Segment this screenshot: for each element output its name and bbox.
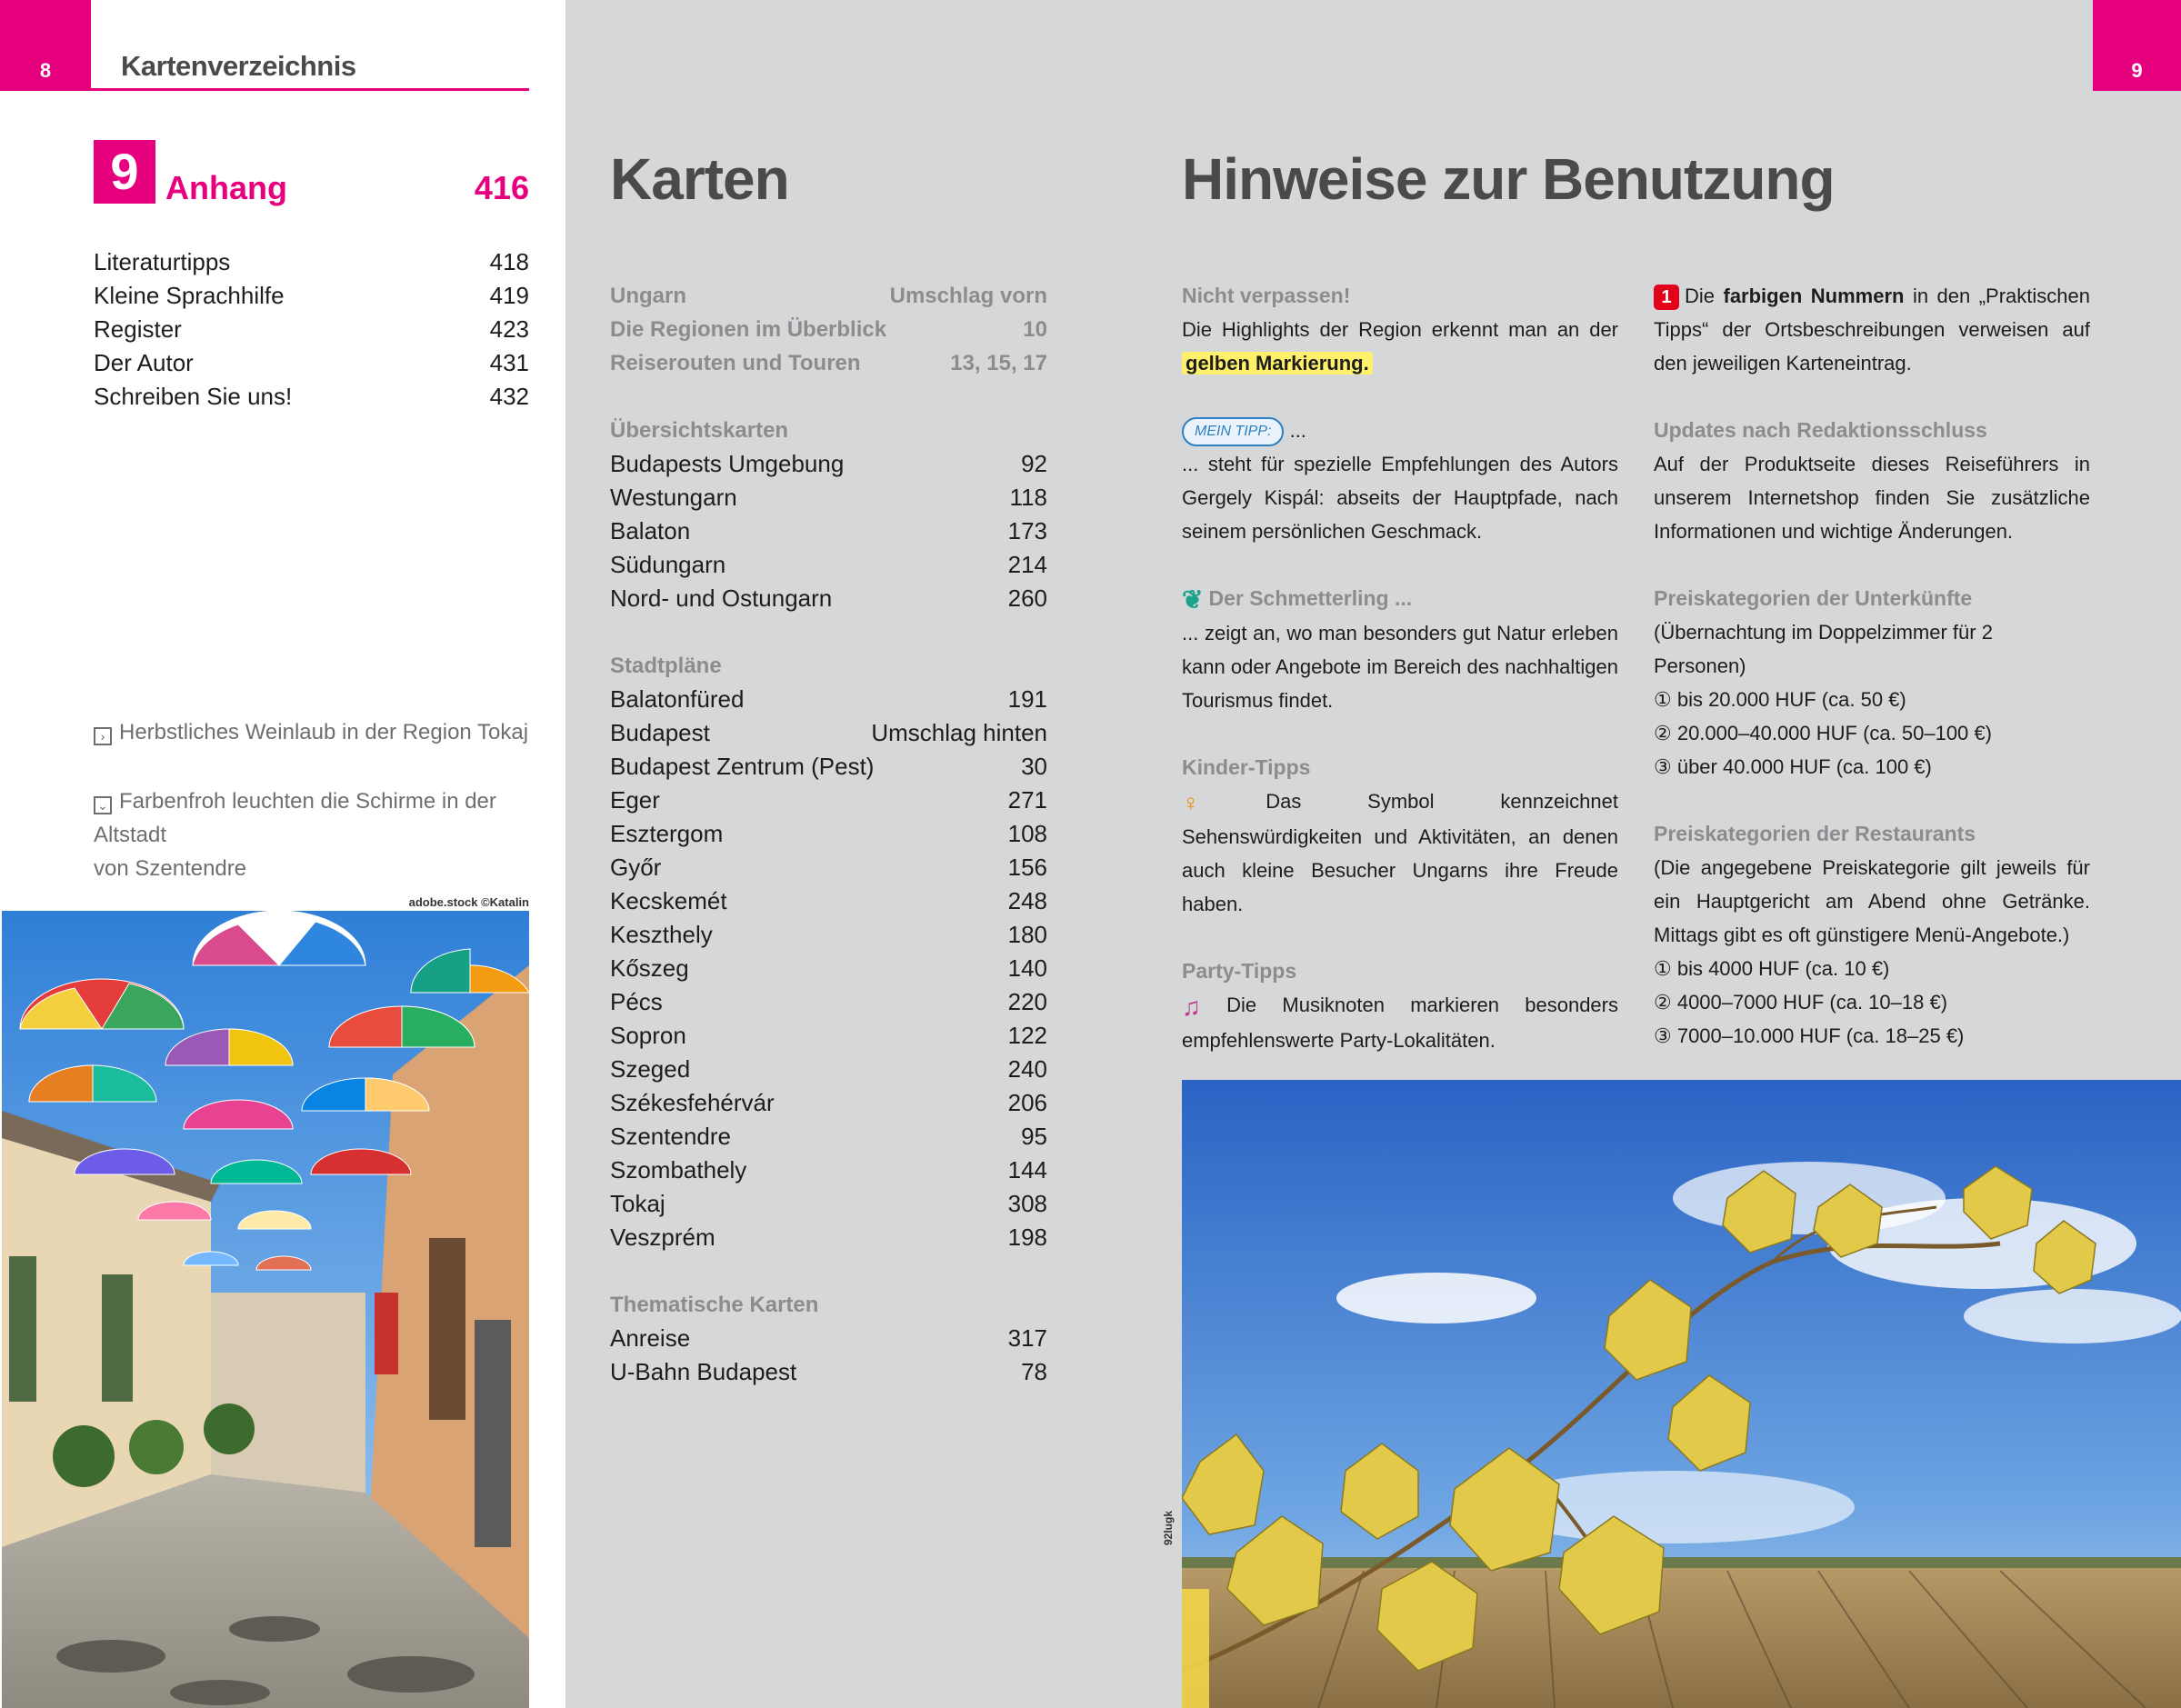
toc-row-label: Schreiben Sie uns!	[94, 383, 293, 410]
map-row-label: Westungarn	[610, 484, 737, 511]
photo-credit-right: 92lugk	[1162, 1510, 1175, 1545]
map-row-label: Budapest Zentrum (Pest)	[610, 753, 875, 780]
map-row-page: 30	[1021, 753, 1047, 780]
karten-list	[610, 279, 1047, 1389]
page-number-right: 9	[2093, 0, 2181, 91]
map-row-page: 156	[1007, 854, 1047, 881]
map-row	[610, 548, 1047, 582]
toc-row-page: 423	[489, 315, 529, 343]
section-uebersichtskarten: Übersichtskarten	[610, 418, 789, 443]
map-row-label: Budapest	[610, 719, 710, 746]
map-row-page: 240	[1007, 1055, 1047, 1083]
toc-row-label: Literaturtipps	[94, 248, 231, 275]
restaurant-text: (Die angegebene Preiskategorie gilt jeweils für ein Hauptgericht am Abend ohne Getränke. Mittags gibt es oft günstigere Menü-Angebote.)	[1654, 856, 2090, 946]
map-row-label: Keszthely	[610, 921, 713, 948]
toc-row-label: Der Autor	[94, 349, 194, 376]
unterkunft-line: ② 20.000–40.000 HUF (ca. 50–100 €)	[1654, 722, 1992, 744]
farbige-nummern-text	[1654, 279, 2090, 380]
vineyard-photo	[1182, 1080, 2181, 1708]
toc-row	[94, 313, 529, 346]
mein-tipp-badge-icon: MEIN TIPP:	[1182, 417, 1284, 446]
farbige-nummern-bold: farbigen Nummern	[1723, 285, 1905, 307]
map-row	[610, 514, 1047, 548]
map-row-page: 140	[1007, 954, 1047, 982]
map-row-label: Kecskemét	[610, 887, 727, 914]
arrow-down-icon: ⌄	[94, 796, 112, 814]
toc-row-page: 431	[489, 349, 529, 376]
running-head-rule	[91, 88, 529, 91]
toc-row	[94, 380, 529, 414]
chapter-page: 416	[474, 169, 529, 206]
map-row-page: 198	[1007, 1224, 1047, 1251]
chapter-title: Anhang	[165, 169, 287, 206]
map-row-page: 214	[1007, 551, 1047, 578]
map-row-page: 173	[1007, 517, 1047, 544]
map-row	[610, 683, 1047, 716]
map-row	[610, 985, 1047, 1019]
kinder-tipps-text: Das Symbol kennzeichnet Sehenswürdigkeiten und Aktivitäten, an denen auch kleine Besucher Ungarns ihre Freude haben.	[1182, 790, 1618, 916]
restaurant-title: Preiskategorien der Restaurants	[1654, 822, 1976, 845]
map-row	[610, 1322, 1047, 1355]
music-notes-icon: ♫	[1182, 992, 1222, 1021]
map-row-label: Pécs	[610, 988, 663, 1015]
map-row	[610, 1221, 1047, 1254]
map-row-label: Nord- und Ostungarn	[610, 584, 833, 612]
restaurant-line: ① bis 4000 HUF (ca. 10 €)	[1654, 957, 1890, 980]
nicht-verpassen-text	[1182, 313, 1618, 380]
hinweise-col-2	[1654, 279, 2090, 1053]
map-row-page: 144	[1007, 1156, 1047, 1184]
map-row	[610, 447, 1047, 481]
map-row-label: Tokaj	[610, 1190, 665, 1217]
karten-title: Karten	[610, 146, 789, 212]
meintipp-line	[1182, 414, 1618, 447]
updates-title: Updates nach Redaktionsschluss	[1654, 418, 1987, 442]
toc-row	[94, 346, 529, 380]
map-row-page: 206	[1007, 1089, 1047, 1116]
running-head: Kartenverzeichnis	[121, 50, 356, 82]
map-row-page: 308	[1007, 1190, 1047, 1217]
karten-top-list	[610, 279, 1047, 380]
map-row-label: Budapests Umgebung	[610, 450, 845, 477]
karten-top-row	[610, 279, 1047, 313]
map-row-page: 78	[1021, 1358, 1047, 1385]
caption-tokaj-text: Herbstliches Weinlaub in der Region Tokaj	[119, 720, 529, 744]
map-row	[610, 582, 1047, 615]
map-row	[610, 918, 1047, 952]
map-row-label: Veszprém	[610, 1224, 715, 1251]
party-tipps-title: Party-Tipps	[1182, 959, 1297, 984]
map-row-page: 191	[1007, 685, 1047, 713]
caption-szentendre-line2: von Szentendre	[94, 856, 247, 881]
karten-top-row	[610, 346, 1047, 380]
map-row	[610, 1053, 1047, 1086]
nicht-verpassen-title: Nicht verpassen!	[1182, 284, 1351, 307]
map-row	[610, 1355, 1047, 1389]
updates-text: Auf der Produktseite dieses Reiseführers in unserem Internetshop finden Sie zusätzliche Informationen und wichtige Änderungen.	[1654, 453, 2090, 543]
toc-row-page: 418	[489, 248, 529, 275]
vineyard-illustration	[1182, 1080, 2181, 1708]
meintipp-text: ... steht für spezielle Empfehlungen des Autors Gergely Kispál: abseits der Hauptpfade, nach seinem persönlichen Geschmack.	[1182, 453, 1618, 543]
caption-szentendre	[94, 784, 548, 885]
kinder-tipps-title: Kinder-Tipps	[1182, 755, 1311, 780]
map-row	[610, 481, 1047, 514]
map-row	[610, 1120, 1047, 1154]
hinweise-col-1	[1182, 279, 1618, 1057]
map-row-label: Esztergom	[610, 820, 724, 847]
map-row-page: 95	[1021, 1123, 1047, 1150]
map-row-label: Eger	[610, 786, 660, 814]
party-tipps-text: Die Musiknoten markieren besonders empfehlenswerte Party-Lokalitäten.	[1182, 994, 1618, 1052]
schmetterling-title: Der Schmetterling ...	[1208, 586, 1413, 610]
butterfly-icon: ❦	[1182, 585, 1204, 614]
karten-top-row-label: Reiserouten und Touren	[610, 351, 861, 375]
section-thematische-karten: Thematische Karten	[610, 1293, 819, 1317]
umbrella-street-illustration	[2, 911, 529, 1708]
map-row	[610, 750, 1047, 784]
unterkunft-line: (Übernachtung im Doppelzimmer für 2 Personen)	[1654, 621, 1993, 677]
map-row-label: Balaton	[610, 517, 691, 544]
map-row-page: 92	[1021, 450, 1047, 477]
map-row	[610, 1187, 1047, 1221]
karten-top-row-label: Die Regionen im Überblick	[610, 317, 887, 342]
map-row-label: Győr	[610, 854, 662, 881]
map-row-label: Sopron	[610, 1022, 686, 1049]
chapter-number: 9	[94, 140, 155, 204]
map-row-label: Südungarn	[610, 551, 726, 578]
map-row-page: 248	[1007, 887, 1047, 914]
restaurant-lines	[1654, 952, 2090, 1053]
karten-top-row-label: Ungarn	[610, 284, 686, 308]
map-row-label: Balatonfüred	[610, 685, 745, 713]
map-row-page: 317	[1007, 1324, 1047, 1352]
map-row-label: Szeged	[610, 1055, 691, 1083]
stadtplaene-list	[610, 683, 1047, 1254]
unterkunft-title: Preiskategorien der Unterkünfte	[1654, 586, 1973, 610]
map-row	[610, 1154, 1047, 1187]
umbrella-street-photo	[2, 911, 529, 1708]
map-row-page: 220	[1007, 988, 1047, 1015]
map-row	[610, 716, 1047, 750]
map-row-label: Kőszeg	[610, 954, 689, 982]
schmetterling-text: ... zeigt an, wo man besonders gut Natur erleben kann oder Angebote im Bereich des nachhaltigen Tourismus findet.	[1182, 622, 1618, 713]
karten-top-row	[610, 313, 1047, 346]
thematische-karten-list	[610, 1322, 1047, 1389]
restaurant-line: ② 4000–7000 HUF (ca. 10–18 €)	[1654, 991, 1948, 1014]
child-icon: ♀	[1182, 789, 1261, 817]
map-row-page: 118	[1009, 484, 1047, 511]
map-row	[610, 1019, 1047, 1053]
map-row-page: 271	[1007, 786, 1047, 814]
unterkunft-line: ① bis 20.000 HUF (ca. 50 €)	[1654, 688, 1906, 711]
map-row-page: 108	[1007, 820, 1047, 847]
unterkunft-line: ③ über 40.000 HUF (ca. 100 €)	[1654, 755, 1932, 778]
map-row	[610, 952, 1047, 985]
map-row-label: Szombathely	[610, 1156, 747, 1184]
toc-row-page: 432	[489, 383, 529, 410]
page-number-left: 8	[0, 0, 91, 91]
unterkunft-lines	[1654, 615, 2090, 784]
arrow-right-icon: ›	[94, 727, 112, 745]
map-row-label: Székesfehérvár	[610, 1089, 775, 1116]
uebersichtskarten-list	[610, 447, 1047, 615]
map-row-page: 180	[1007, 921, 1047, 948]
map-row	[610, 784, 1047, 817]
schmetterling-title-row	[1182, 582, 1618, 616]
nicht-verpassen-body: Die Highlights der Region erkennt man an der	[1182, 318, 1618, 341]
number-badge-icon: 1	[1654, 285, 1679, 310]
map-row-label: U-Bahn Budapest	[610, 1358, 797, 1385]
map-row	[610, 817, 1047, 851]
restaurant-line: ③ 7000–10.000 HUF (ca. 18–25 €)	[1654, 1024, 1965, 1047]
map-row	[610, 851, 1047, 884]
party-tipps-text-row	[1182, 988, 1618, 1057]
karten-top-row-page: Umschlag vorn	[889, 284, 1047, 308]
toc-list	[94, 245, 529, 414]
caption-tokaj	[94, 715, 539, 749]
toc-row-page: 419	[489, 282, 529, 309]
map-row	[610, 884, 1047, 918]
photo-credit-left: adobe.stock ©Katalin	[408, 895, 529, 909]
toc-row	[94, 245, 529, 279]
farbige-pre: Die	[1685, 285, 1716, 307]
karten-top-row-page: 13, 15, 17	[950, 351, 1047, 375]
farbige-nummern-body: in den „Praktischen Tipps“ der Ortsbeschreibungen verweisen auf den jeweiligen Karteneintrag.	[1654, 285, 2090, 375]
toc-row-label: Register	[94, 315, 182, 343]
map-row-label: Anreise	[610, 1324, 691, 1352]
hinweise-title: Hinweise zur Benutzung	[1182, 146, 1835, 212]
map-row	[610, 1086, 1047, 1120]
section-stadtplaene: Stadtpläne	[610, 654, 722, 678]
gelbe-markierung-highlight: gelben Markierung.	[1182, 352, 1373, 375]
kinder-tipps-text-row	[1182, 784, 1618, 921]
toc-row-label: Kleine Sprachhilfe	[94, 282, 285, 309]
karten-top-row-page: 10	[1023, 317, 1047, 342]
map-row-page: 122	[1007, 1022, 1047, 1049]
map-row-page: 260	[1007, 584, 1047, 612]
map-row-label: Szentendre	[610, 1123, 731, 1150]
map-row-page: Umschlag hinten	[871, 719, 1047, 746]
meintipp-suffix: ...	[1289, 419, 1306, 442]
toc-row	[94, 279, 529, 313]
caption-szentendre-line1: Farbenfroh leuchten die Schirme in der Altstadt	[94, 789, 496, 847]
